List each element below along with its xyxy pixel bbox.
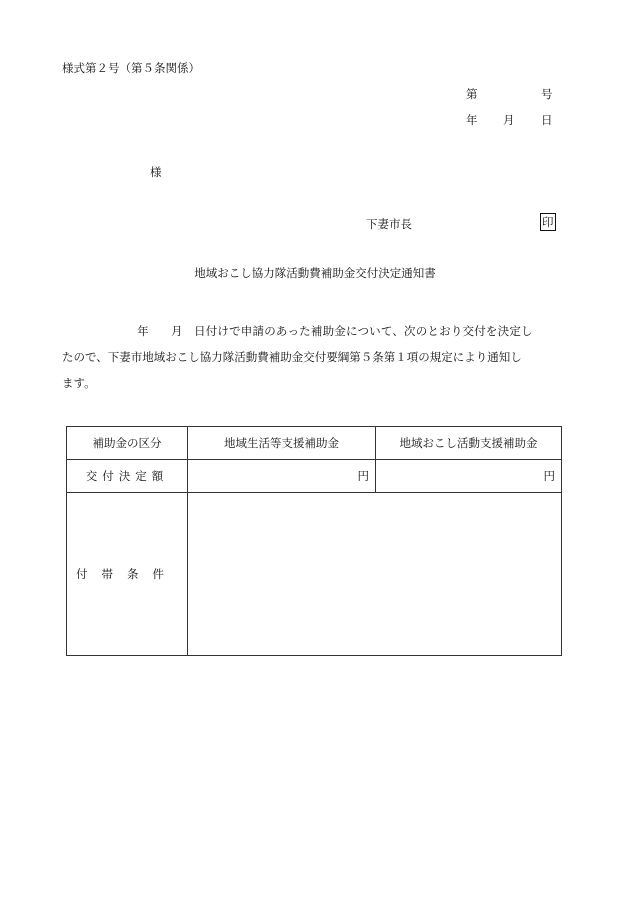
activity-amount-cell: 円 — [376, 460, 562, 493]
living-support-header: 地域生活等支援補助金 — [188, 427, 376, 460]
conditions-label-cell: 付帯条件 — [67, 493, 188, 656]
form-number: 様式第２号（第５条関係） — [62, 61, 200, 75]
table-header-row — [67, 427, 562, 460]
category-label-cell: 補助金の区分 — [67, 427, 188, 460]
sender-title: 下妻市長 — [366, 217, 412, 231]
doc-number-suffix: 号 — [541, 87, 553, 101]
conditions-content-cell — [188, 493, 562, 656]
activity-support-header: 地域おこし活動支援補助金 — [376, 427, 562, 460]
amount-row — [67, 460, 562, 493]
notice-body — [62, 318, 557, 396]
conditions-row — [67, 493, 562, 656]
document-title: 地域おこし協力隊活動費補助金交付決定通知書 — [194, 266, 436, 280]
date-month-label: 月 — [503, 113, 515, 127]
body-year-label: 年 — [137, 324, 149, 338]
body-month-label: 月 — [171, 324, 183, 338]
amount-label-cell: 交付決定額 — [67, 460, 188, 493]
body-line-1 — [62, 318, 557, 344]
doc-number-prefix: 第 — [466, 87, 478, 101]
subsidy-table — [66, 426, 562, 656]
body-line-1-text: 日付けで申請のあった補助金について、次のとおり交付を決定し — [194, 324, 533, 338]
seal-mark: 印 — [542, 215, 554, 229]
date-year-label: 年 — [466, 113, 478, 127]
addressee-suffix: 様 — [150, 165, 162, 179]
body-line-2: たので、下妻市地域おこし協力隊活動費補助金交付要綱第５条第１項の規定により通知し — [62, 350, 522, 364]
date-day-label: 日 — [541, 113, 553, 127]
living-amount-cell: 円 — [188, 460, 376, 493]
body-line-3: ます。 — [62, 376, 96, 390]
